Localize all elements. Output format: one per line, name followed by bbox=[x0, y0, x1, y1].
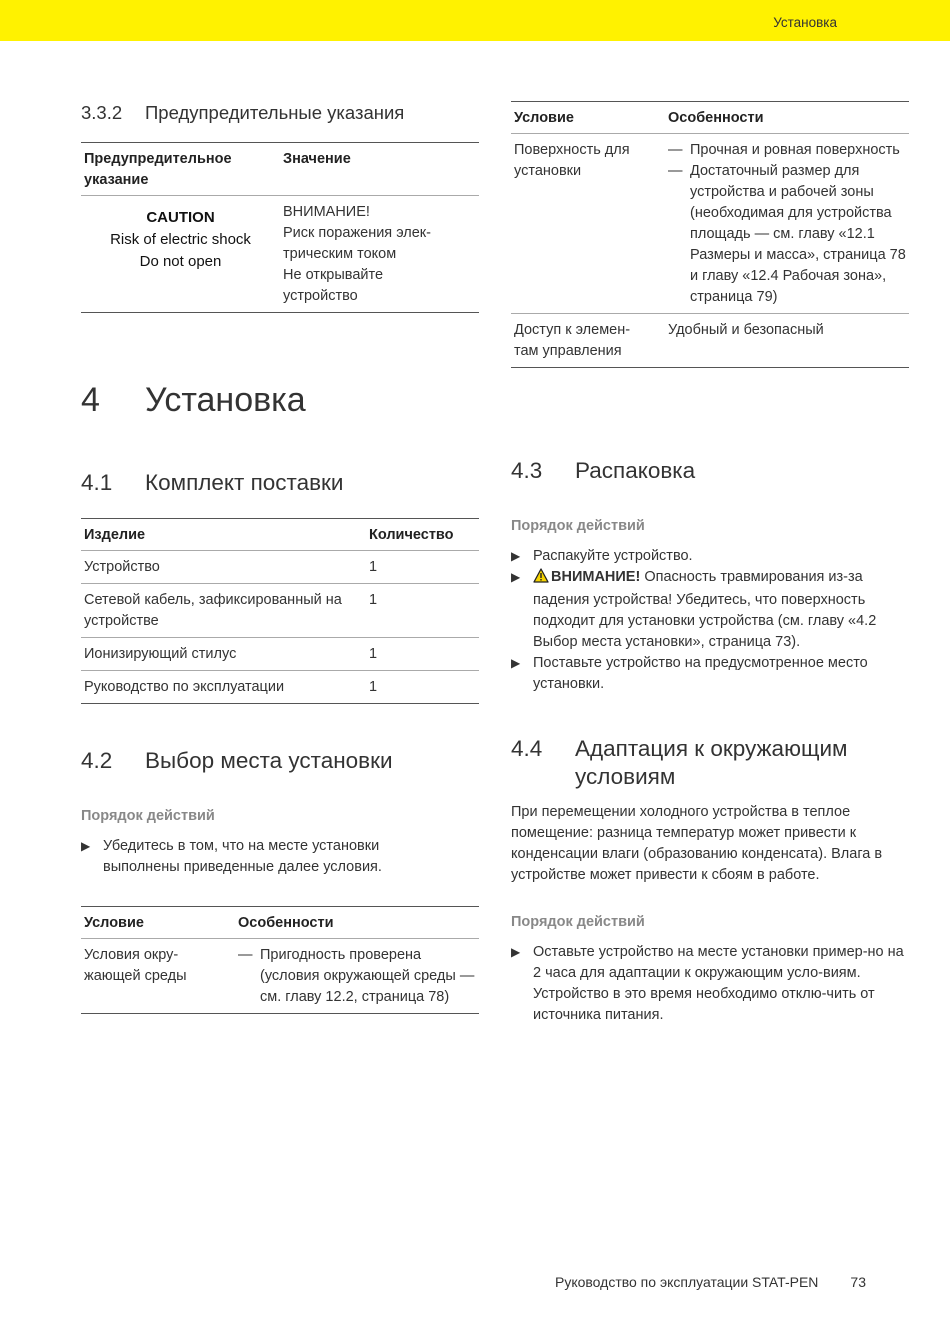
section-3-3-2-heading bbox=[81, 102, 404, 123]
procedure-label: Порядок действий bbox=[511, 518, 645, 534]
header-bar bbox=[0, 0, 950, 41]
page-number: 73 bbox=[850, 1274, 866, 1290]
procedure-steps bbox=[511, 942, 909, 1026]
list-item: ▶ Убедитесь в том, что на месте установки выполнены приведенные далее условия. bbox=[81, 838, 382, 875]
chapter-heading: 4 Установка bbox=[81, 381, 306, 419]
table-header: Количество bbox=[369, 527, 454, 543]
section-4-2-heading: 4.2 Выбор места установки bbox=[81, 748, 393, 773]
footer bbox=[486, 1272, 866, 1293]
table-header: Изделие bbox=[84, 527, 146, 543]
warning-meaning: ВНИМАНИЕ! Риск поражения элек- трическим током Не открывайте устройство bbox=[283, 204, 431, 304]
table-row: Доступ к элемен- там управления Удобный и безопасный bbox=[511, 314, 909, 368]
arrow-icon: ▶ bbox=[81, 839, 91, 853]
condition-cell: Поверхность для установки bbox=[514, 142, 630, 179]
section-4-3-heading: 4.3 Распаковка bbox=[511, 458, 696, 483]
arrow-icon: ▶ bbox=[511, 945, 521, 959]
procedure-label: Порядок действий bbox=[81, 808, 215, 824]
list-item: ▶ Оставьте устройство на месте установки пример-но на 2 часа для адаптации к окружающим усло-виям. Устройство в это время необходимо отклю-чить от источника питания. bbox=[511, 944, 904, 1023]
procedure-steps bbox=[511, 546, 909, 695]
list-item: — Прочная и ровная поверхность bbox=[668, 140, 906, 161]
procedure-label: Порядок действий bbox=[511, 914, 645, 930]
list-item: — Пригодность проверена (условия окружающей среды — см. главу 12.2, страница 78) bbox=[238, 945, 476, 1008]
table-row: Устройство 1 bbox=[81, 551, 479, 584]
table-row: Ионизирующий стилус 1 bbox=[81, 638, 479, 671]
table-header: Значение bbox=[283, 151, 351, 167]
table-row: Руководство по эксплуатации 1 bbox=[81, 671, 479, 704]
table-header: Предупредительное указание bbox=[84, 151, 232, 188]
table-row bbox=[81, 196, 479, 313]
warning-triangle-icon bbox=[533, 568, 549, 590]
condition-cell: Доступ к элемен- там управления bbox=[514, 322, 631, 359]
location-conditions-table bbox=[81, 906, 479, 1014]
arrow-icon: ▶ bbox=[511, 570, 521, 584]
table-header: Условие bbox=[84, 915, 144, 931]
warning-label: ВНИМАНИЕ! bbox=[551, 569, 641, 585]
caution-label: CAUTION Risk of electric shock Do not open bbox=[110, 209, 251, 270]
list-item: ▶ Распакуйте устройство. bbox=[511, 546, 909, 567]
arrow-icon: ▶ bbox=[511, 656, 521, 670]
list-item: — Достаточный размер для устройства и рабочей зоны (необходимая для устройства площадь — см. главу «12.1 Размеры и масса», страница 78 и главу «12.4 Рабочая зона», страница 79) bbox=[668, 161, 906, 308]
table-header: Условие bbox=[514, 110, 574, 126]
list-item: ▶ ВНИМАНИЕ! Опасность травмирования из-за падения устройства! Убедитесь, что поверхность подходит для установки устройства (см. главу «4.2 Выбор места установки», страница 73). bbox=[511, 569, 877, 650]
table-row: Сетевой кабель, зафиксированный на устройстве 1 bbox=[81, 584, 479, 638]
section-4-1-heading: 4.1 Комплект поставки bbox=[81, 470, 344, 495]
table-header: Особенности bbox=[238, 915, 334, 931]
header-section-title: Установка bbox=[773, 15, 837, 30]
table-row bbox=[511, 134, 909, 314]
body-paragraph: При перемещении холодного устройства в теплое помещение: разница температур может привести к конденсации влаги (образованию конденсата). Влага в устройстве может привести к сбоям в работе. bbox=[511, 804, 883, 883]
warning-signs-table bbox=[81, 142, 479, 313]
section-title: Предупредительные указания bbox=[145, 102, 405, 123]
section-number: 3.3.2 bbox=[81, 102, 123, 123]
list-item: ▶ Поставьте устройство на предусмотренное место установки. bbox=[511, 655, 868, 692]
arrow-icon: ▶ bbox=[511, 549, 521, 563]
table-header: Особенности bbox=[668, 110, 764, 126]
footer-doc-title: Руководство по эксплуатации STAT-PEN bbox=[554, 1274, 819, 1290]
section-4-4-heading: 4.4 Адаптация к окружающим условиям bbox=[511, 736, 848, 789]
condition-cell: Условия окру- жающей среды bbox=[84, 947, 187, 984]
procedure-steps bbox=[81, 836, 421, 878]
location-conditions-table-continued bbox=[511, 101, 909, 368]
table-row bbox=[81, 939, 479, 1014]
delivery-contents-table bbox=[81, 518, 479, 704]
